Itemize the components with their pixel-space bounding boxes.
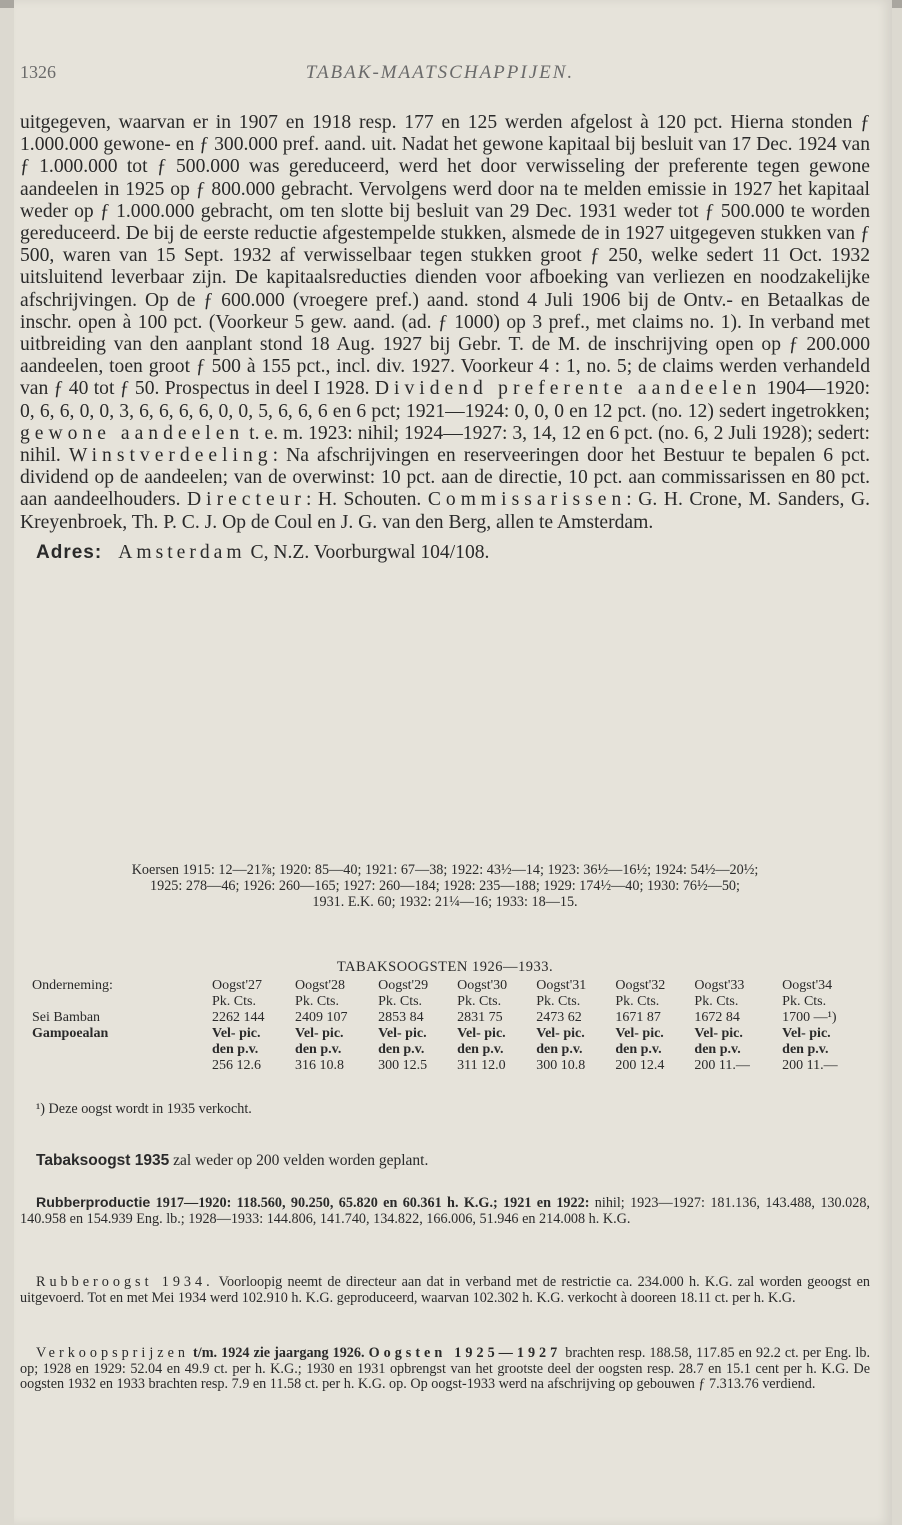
table-cell: den p.v. (378, 1042, 425, 1057)
dividend-preferente-label: Dividend preferente aandeelen (374, 378, 762, 400)
subheader-cell: Pk. Cts. (694, 994, 739, 1009)
running-head: TABAK-MAATSCHAPPIJEN. (305, 62, 575, 83)
table-cell: 256 12.6 (212, 1058, 261, 1073)
table-cell: 1672 84 (694, 1010, 740, 1025)
table-cell: Vel- pic. (212, 1026, 261, 1041)
table-cell: Vel- pic. (295, 1026, 344, 1041)
subheader-cell: Pk. Cts. (212, 994, 256, 1009)
header-cell: Oogst'29 (378, 978, 429, 993)
table-cell: 300 10.8 (536, 1058, 586, 1073)
table-cell: 1671 87 (615, 1010, 661, 1025)
table-cell: Vel- pic. (694, 1026, 743, 1041)
table-cell: 2853 84 (378, 1010, 424, 1025)
main-text (20, 112, 870, 564)
table-cell: Vel- pic. (536, 1026, 585, 1041)
rubberoogst-paragraph (20, 1275, 870, 1306)
table-cell: den p.v. (295, 1042, 342, 1057)
table-cell: Vel- pic. (615, 1026, 664, 1041)
subheader-cell: Pk. Cts. (378, 994, 423, 1009)
main-paragraph (20, 112, 870, 534)
winstverdeeling-label: Winstverdeeling (68, 445, 273, 467)
header-cell: Oogst'32 (615, 978, 666, 993)
table-cell: 2409 107 (295, 1010, 348, 1025)
verkoopsprijzen-text2: brachten resp. 188.58, 117.85 en 92.2 ct. per Eng. lb. op; 1928 en 1929: 52.04 en 49.9 ct. per h. K.G.; 1930 en 1931 opbrengst van het grootste deel der oogsten resp. 28.7 en 15.1 cent per h. K.G. De oogsten 1932 en 1933 brachten resp. 7.9 en 11.58 ct. per h. K.G. op. Op oogst-1933 werd na afschrijving op gebouwen ƒ 7.313.76 verdiend. (20, 1345, 870, 1392)
verkoopsprijzen-lead: Verkoopsprijzen (36, 1345, 189, 1361)
row-label (32, 1042, 212, 1058)
table-cell: 2473 62 (536, 1010, 582, 1025)
address-city: Amsterdam (118, 541, 246, 563)
address-rest: C, N.Z. Voorburgwal 104/108. (245, 541, 490, 563)
header-cell: Oogst'28 (295, 978, 346, 993)
header-cell: Oogst'27 (212, 978, 262, 993)
winstverdeeling-text: : Na afschrijvingen en reserveeringen door het Bestuur te bepalen 6 pct. dividend op de aandeelen; van de overwinst: 10 pct. aan de directie, 10 pct. aan commissarissen en 80 pct. aan aandeelhouders. (20, 445, 870, 511)
page-header (20, 62, 860, 86)
row-label: Sei Bamban (32, 1010, 101, 1025)
header-cell: Oogst'34 (782, 978, 833, 993)
header-cell: Oogst'33 (694, 978, 745, 993)
table-cell: den p.v. (457, 1042, 504, 1057)
table-row (32, 1058, 870, 1074)
table-cell: Vel- pic. (782, 1026, 831, 1041)
koersen-line-3: 1931. E.K. 60; 1932: 21¼—16; 1933: 18—15. (312, 894, 578, 911)
tabaksoogst-paragraph (20, 1153, 886, 1169)
table-cell: 316 10.8 (295, 1058, 345, 1073)
table-row (32, 1010, 870, 1026)
header-cell: Oogst'30 (457, 978, 508, 993)
table-title: TABAKSOOGSTEN 1926—1933. (336, 959, 554, 975)
table-row (32, 1042, 870, 1058)
dividend-gewone-values: t. e. m. 1923: nihil; 1924—1927: 3, 14, 12 en 6 pct. (no. 6, 2 Juli 1928); sedert: nihil. (20, 422, 870, 467)
commissarissen-label: Commissarissen (427, 489, 627, 511)
table-cell: den p.v. (536, 1042, 583, 1057)
address-line (20, 542, 870, 564)
tabaksoogst-lead: Tabaksoogst 1935 (36, 1152, 170, 1169)
column-label: Onderneming: (32, 978, 113, 993)
table-cell: den p.v. (782, 1042, 829, 1057)
table-cell: den p.v. (615, 1042, 662, 1057)
verkoopsprijzen-paragraph (20, 1346, 870, 1393)
harvest-table (32, 978, 870, 1074)
rubberproductie-text: nihil; 1923—1927: 181.136, 143.488, 130.028, 140.958 en 154.939 Eng. lb.; 1928—1933: 144.806, 141.740, 134.822, 166.006, 51.946 en 214.008 h. K.G. (20, 1195, 870, 1227)
table-cell: 1700 —¹) (782, 1010, 837, 1025)
commissarissen-text: : G. H. Crone, M. Sanders, G. Kreyenbroek, Th. P. C. J. Op de Coul en J. G. van den Berg, allen te Amsterdam. (20, 489, 870, 533)
table-cell: den p.v. (212, 1042, 259, 1057)
capital-history: uitgegeven, waarvan er in 1907 en 1918 resp. 177 en 125 werden afgelost à 120 pct. Hierna stonden ƒ 1.000.000 gewone- en ƒ 300.000 pref. aand. uit. Nadat het gewone kapitaal bij besluit van 17 Dec. 1924 van ƒ 1.000.000 tot ƒ 500.000 was gereduceerd, werd het door verwisseling der preferente tegen gewone aandeelen in 1925 op ƒ 800.000 gebracht. Vervolgens werd door na te melden emissie in 1927 het kapitaal weder op ƒ 1.000.000 gebracht, om ten slotte bij besluit van 29 Dec. 1931 weder tot ƒ 500.000 te worden gereduceerd. De bij de eerste reductie afgestempelde stukken, alsmede de in 1927 uitgegeven stukken van ƒ 500, waren van 15 Sept. 1932 af verwisselbaar tegen stukken groot ƒ 250, welke sedert 11 Oct. 1932 uitsluitend leverbaar zijn. De kapitaalsreducties dienden voor afboeking van verliezen en noodzakelijke afschrijvingen. Op de ƒ 600.000 (vroegere pref.) aand. stond 4 Juli 1906 bij de Ontv.- en Betaalkas de inschr. open à 100 pct. (Voorkeur 5 gew. aand. (ad. ƒ 1000) op 3 pref., met claims no. 1). In verband met uitbreiding van den aanplant stond 18 Aug. 1927 bij Gebr. T. de M. de inschrijving open op ƒ 200.000 aandeelen, toen groot ƒ 500 à 155 pct., incl. div. 1927. Voorkeur 4 : 1, no. 5; de claims werden verhandeld van ƒ 40 tot ƒ 50. Prospectus in deel I 1928. (20, 112, 870, 400)
directeur-label: Directeur (186, 489, 306, 511)
address-label: Adres: (36, 541, 103, 563)
koersen-block (20, 862, 870, 911)
subheader-cell: Pk. Cts. (782, 994, 827, 1009)
rubberproductie-lead: Rubberproductie (36, 1195, 151, 1211)
table-cell: 300 12.5 (378, 1058, 428, 1073)
table-cell: 2262 144 (212, 1010, 265, 1025)
table-row (32, 1026, 870, 1042)
rubberproductie-paragraph (20, 1196, 870, 1227)
table-footnote: ¹) Deze oogst wordt in 1935 verkocht. (36, 1101, 252, 1117)
table-cell: Vel- pic. (457, 1026, 506, 1041)
table-cell: 200 11.— (782, 1058, 838, 1073)
table-cell: 2831 75 (457, 1010, 503, 1025)
rubberproductie-bold: 1917—1920: 118.560, 90.250, 65.820 en 60.361 h. K.G.; 1921 en 1922: (150, 1195, 590, 1211)
dividend-preferente-values: 1904—1920: 0, 6, 6, 0, 0, 3, 6, 6, 6, 6, 0, 0, 5, 6, 6, 6 en 6 pct; 1921—1924: 0, 0, 0 en 12 pct. (no. 12) sedert ingetrokken; (20, 378, 871, 422)
dividend-gewone-label: gewone aandeelen (20, 422, 245, 444)
row-label (32, 1058, 212, 1074)
table-cell: den p.v. (694, 1042, 741, 1057)
page-number: 1326 (20, 62, 56, 82)
table-cell: 200 11.— (694, 1058, 750, 1073)
table-header-row (32, 978, 870, 994)
table-subheader-row (32, 994, 870, 1010)
directeur-text: : H. Schouten. (305, 489, 428, 511)
row-label: Gampoealan (32, 1026, 109, 1041)
verkoopsprijzen-text1: t/m. 1924 zie jaargang 1926. (188, 1345, 369, 1361)
koersen-line-2: 1925: 278—46; 1926: 260—165; 1927: 260—184; 1928: 235—188; 1929: 174½—40; 1930: 76½—50; (150, 878, 740, 895)
rubberoogst-lead: Rubberoogst 1934. (36, 1274, 214, 1290)
subheader-cell: Pk. Cts. (295, 994, 340, 1009)
header-cell: Oogst'31 (536, 978, 587, 993)
koersen-line-1: Koersen 1915: 12—21⅞; 1920: 85—40; 1921: 67—38; 1922: 43½—14; 1923: 36½—16½; 1924: 54½—20½; (131, 862, 759, 878)
table-cell: 311 12.0 (457, 1058, 506, 1073)
subheader-cell: Pk. Cts. (536, 994, 581, 1009)
subheader-cell: Pk. Cts. (457, 994, 502, 1009)
oogsten-lead: Oogsten 1925—1927 (368, 1345, 562, 1361)
subheader-cell: Pk. Cts. (615, 994, 660, 1009)
rubberoogst-text: Voorloopig neemt de directeur aan dat in verband met de restrictie ca. 234.000 h. K.G. zal worden geoogst en uitgevoerd. Tot en met Mei 1934 werd 102.910 h. K.G. geproduceerd, waarvan 102.302 h. K.G. verkocht à dooreen 18.11 ct. per h. K.G. (20, 1274, 870, 1306)
tabaksoogst-text: zal weder op 200 velden worden geplant. (169, 1152, 429, 1169)
table-cell: 200 12.4 (615, 1058, 665, 1073)
table-cell: Vel- pic. (378, 1026, 427, 1041)
